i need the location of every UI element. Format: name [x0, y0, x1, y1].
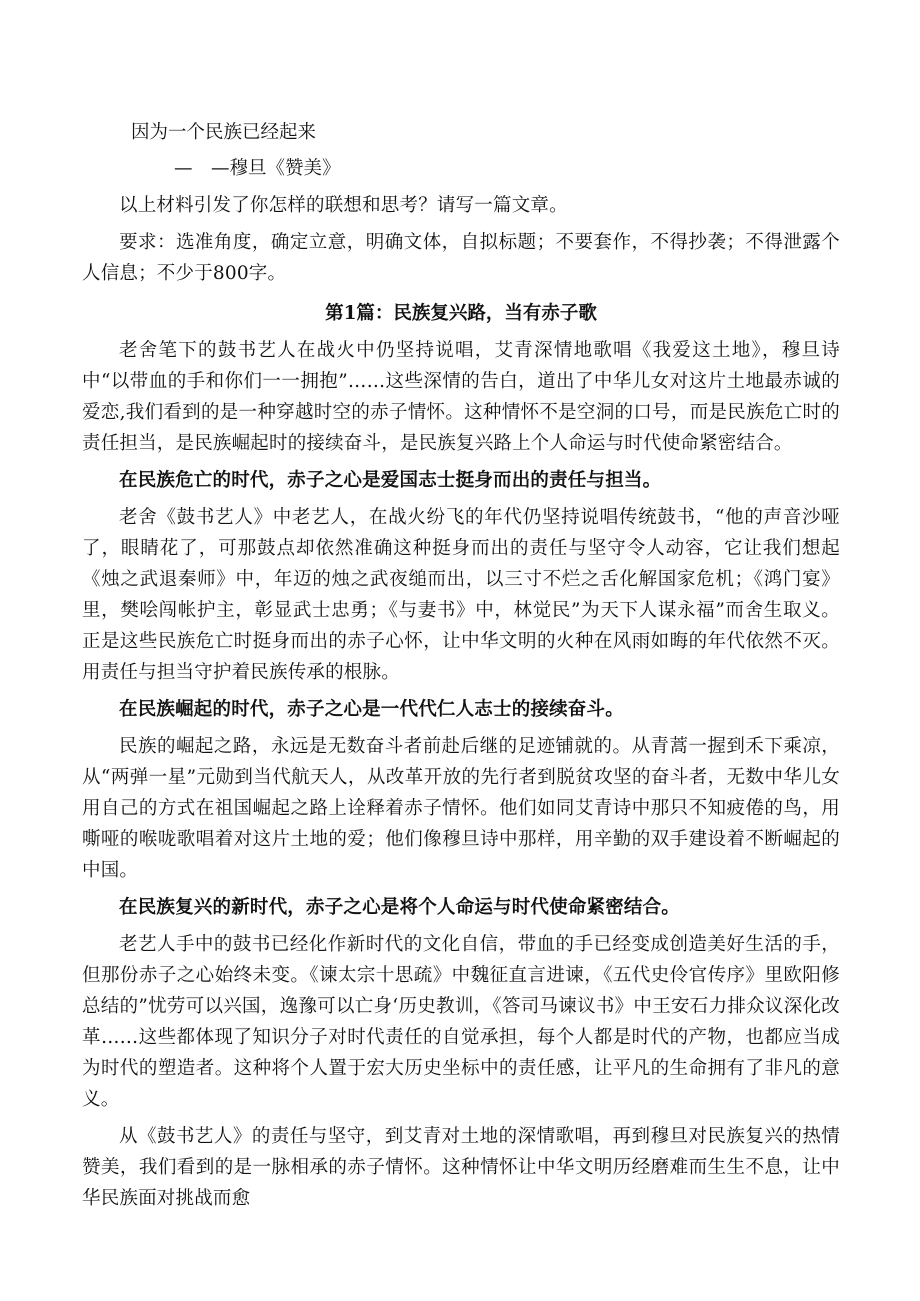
- section-heading-1: 在民族危亡的时代，赤子之心是爱国志士挺身而出的责任与担当。: [119, 470, 662, 491]
- paragraph-body-3: 老艺人手中的鼓书已经化作新时代的文化自信，带血的手已经变成创造美好生活的手，但那份赤子之心始终未变。《谏太宗十思疏》中魏征直言进谏，《五代史伶官传序》里欧阳修总结的”忧劳可以兴国，逸豫可以亡身‘历史教训，《答司马谏议书》中王安石力排众议深化改革……这些都体现了知识分子对时代责任的自觉承担，每个人都是时代的产物，也都应当成为时代的塑造者。这种将个人置于宏大历史坐标中的责任感，让平凡的生命拥有了非凡的意义。: [82, 934, 840, 1110]
- prompt-requirements: 要求：选准角度，确定立意，明确文体，自拟标题；不要套作，不得抄袭；不得泄露个人信息；不少于800字。: [82, 232, 840, 284]
- section-heading-2: 在民族崛起的时代，赤子之心是一代代仁人志士的接续奋斗。: [119, 699, 624, 720]
- document-page: [82, 118, 840, 1214]
- article-body: [82, 335, 840, 1214]
- paragraph-body-2: 民族的崛起之路，永远是无数奋斗者前赴后继的足迹铺就的。从青蒿一握到禾下乘凉，从“两弹一星”元勋到当代航天人，从改革开放的先行者到脱贫攻坚的奋斗者，无数中华儿女用自己的方式在祖国崛起之路上诠释着赤子情怀。他们如同艾青诗中那只不知疲倦的鸟，用嘶哑的喉咙歌唱着对这片土地的爱；他们像穆旦诗中那样，用辛勤的双手建设着不断崛起的中国。: [82, 736, 840, 881]
- prompt-question: 以上材料引发了你怎样的联想和思考？请写一篇文章。: [119, 195, 568, 216]
- poem-attribution: — —穆旦《赞美》: [174, 158, 341, 179]
- paragraph-body-1: 老舍《鼓书艺人》中老艺人，在战火纷飞的年代仍坚持说唱传统鼓书，“他的声音沙哑了，眼睛花了，可那鼓点却依然准确这种挺身而出的责任与坚守令人动容，它让我们想起《烛之武退秦师》中，年迈的烛之武夜缒而出，以三寸不烂之舌化解国家危机；《鸿门宴》里，樊哙闯帐护主，彰显武士忠勇；《与妻书》中，林觉民”为天下人谋永福”而舍生取义。正是这些民族危亡时挺身而出的赤子心怀，让中华文明的火种在风雨如晦的年代依然不灭。用责任与担当守护着民族传承的根脉。: [82, 507, 840, 683]
- paragraph-intro: 老舍笔下的鼓书艺人在战火中仍坚持说唱，艾青深情地歌唱《我爱这土地》，穆旦诗中“以带血的手和你们一一拥抱”……这些深情的告白，道出了中华儿女对这片土地最赤诚的爱恋,我们看到的是一种穿越时空的赤子情怀。这种情怀不是空洞的口号，而是民族危亡时的责任担当，是民族崛起时的接续奋斗，是民族复兴路上个人命运与时代使命紧密结合。: [82, 340, 840, 454]
- section-heading-3: 在民族复兴的新时代，赤子之心是将个人命运与时代使命紧密结合。: [119, 897, 681, 918]
- paragraph-conclusion: 从《鼓书艺人》的责任与坚守，到艾青对土地的深情歌唱，再到穆旦对民族复兴的热情赞美，我们看到的是一脉相承的赤子情怀。这种情怀让中华文明历经磨难而生生不息，让中华民族面对挑战而愈: [82, 1126, 840, 1209]
- poem-last-line: 因为一个民族已经起来: [131, 122, 317, 143]
- article-title: 第1篇：民族复兴路，当有赤子歌: [325, 303, 597, 324]
